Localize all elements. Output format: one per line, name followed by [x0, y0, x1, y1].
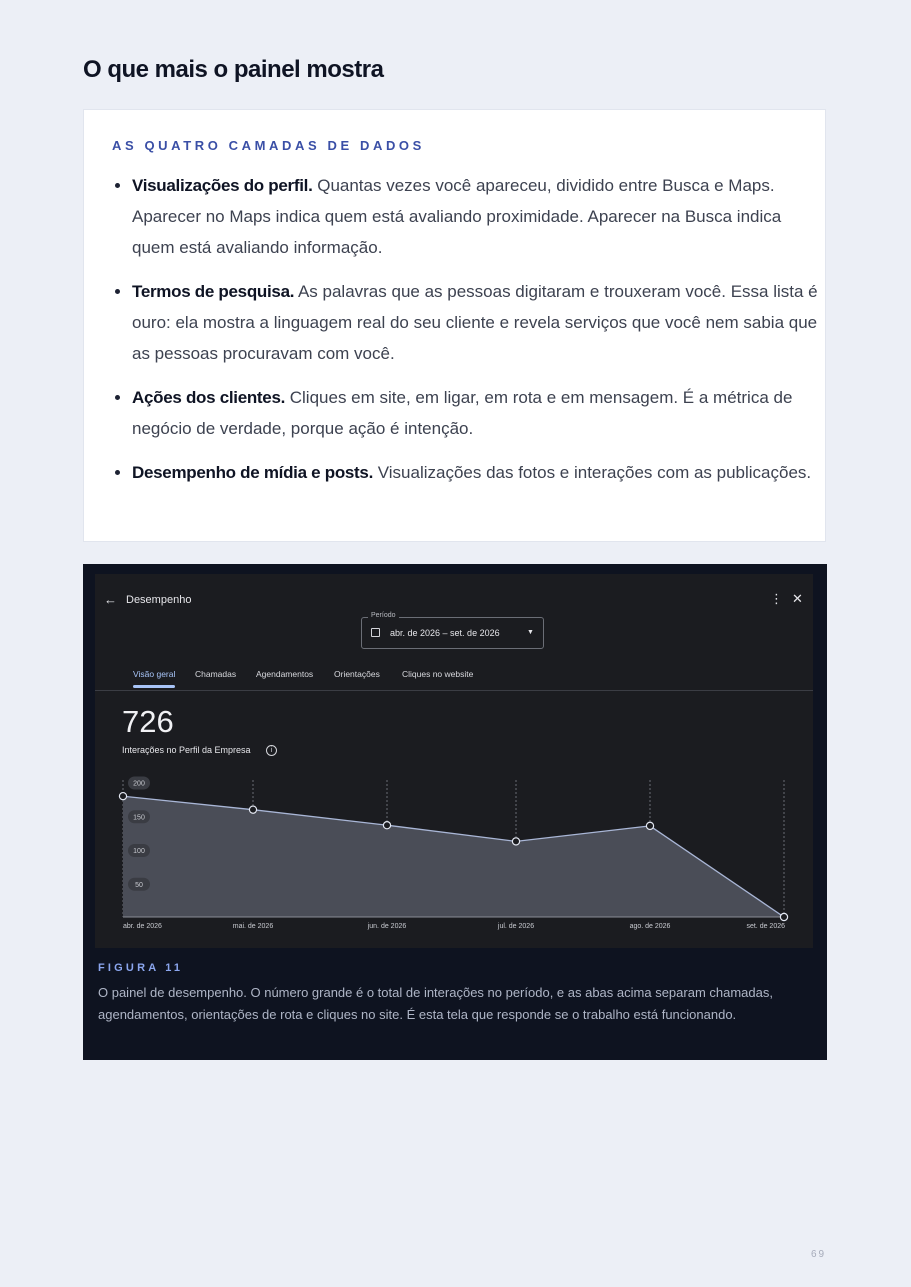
list-item: [132, 276, 822, 369]
data-point: [512, 838, 519, 845]
caret-down-icon: ▼: [527, 629, 534, 636]
data-point: [119, 793, 126, 800]
data-point: [780, 913, 787, 920]
tab-cliques-website[interactable]: Cliques no website: [402, 669, 474, 679]
dashboard-title: Desempenho: [126, 594, 192, 606]
tab-orientacoes[interactable]: Orientações: [334, 669, 380, 679]
y-tick-label: 200: [133, 780, 145, 788]
item-heading: Desempenho de mídia e posts.: [132, 463, 373, 482]
y-tick-label: 100: [133, 848, 145, 855]
info-icon[interactable]: i: [266, 745, 277, 756]
data-layers-card: [83, 109, 826, 542]
tab-agendamentos[interactable]: Agendamentos: [256, 669, 314, 679]
x-tick-label: jun. de 2026: [367, 923, 407, 930]
x-tick-label: abr. de 2026: [123, 923, 162, 930]
x-tick-label: set. de 2026: [746, 923, 785, 930]
period-value: abr. de 2026 – set. de 2026: [390, 628, 500, 638]
item-heading: Ações dos clientes.: [132, 388, 286, 407]
performance-dashboard-screenshot: [95, 574, 813, 948]
more-vert-icon[interactable]: ⋮: [770, 591, 783, 606]
data-point: [383, 822, 390, 829]
period-label: Período: [368, 612, 399, 619]
close-icon[interactable]: ✕: [792, 591, 803, 606]
list-item: [132, 382, 822, 444]
area-fill: [123, 796, 784, 917]
interactions-label: Interações no Perfil da Empresa: [122, 745, 251, 755]
data-point: [646, 822, 653, 829]
interactions-total: 726: [122, 704, 174, 739]
page-number: 69: [811, 1249, 827, 1260]
page-title: O que mais o painel mostra: [83, 56, 384, 83]
tab-chamadas[interactable]: Chamadas: [195, 669, 237, 679]
y-tick-label: 50: [135, 881, 143, 889]
item-text: Visualizações das fotos e interações com as publicações.: [373, 463, 812, 482]
item-heading: Termos de pesquisa.: [132, 282, 295, 301]
tab-visao-geral[interactable]: Visão geral: [133, 669, 176, 679]
item-text: As palavras que as pessoas digitaram e trouxeram você. Essa lista é ouro: ela mostra a linguagem real do seu cliente e revela serviços que você nem sabia que as pessoas procuravam com você.: [132, 282, 818, 363]
x-tick-label: mai. de 2026: [232, 923, 274, 930]
item-text: Quantas vezes você apareceu, dividido entre Busca e Maps. Aparecer no Maps indica quem está avaliando proximidade. Aparecer na Busca indica quem está avaliando informação.: [132, 176, 782, 257]
item-heading: Visualizações do perfil.: [132, 176, 313, 195]
data-layers-list: [112, 170, 822, 501]
data-point: [249, 806, 256, 813]
back-arrow-icon[interactable]: ←: [104, 592, 117, 607]
figure-caption: O painel de desempenho. O número grande é o total de interações no período, e as abas acima separam chamadas, agendamentos, orientações de rota e cliques no site. É esta tela que responde se o trabalho está funcionando.: [98, 985, 773, 1022]
figure-11: [83, 564, 827, 1060]
x-tick-label: ago. de 2026: [629, 923, 671, 930]
item-text: Cliques em site, em ligar, em rota e em mensagem. É a métrica de negócio de verdade, porque ação é intenção.: [132, 388, 793, 438]
card-kicker: AS QUATRO CAMADAS DE DADOS: [112, 138, 425, 153]
interactions-area-chart: [95, 574, 813, 948]
x-tick-label: jul. de 2026: [497, 923, 535, 930]
list-item: [132, 457, 822, 488]
y-tick-label: 150: [133, 814, 145, 822]
list-item: [132, 170, 822, 263]
figure-label: FIGURA 11: [98, 962, 184, 974]
